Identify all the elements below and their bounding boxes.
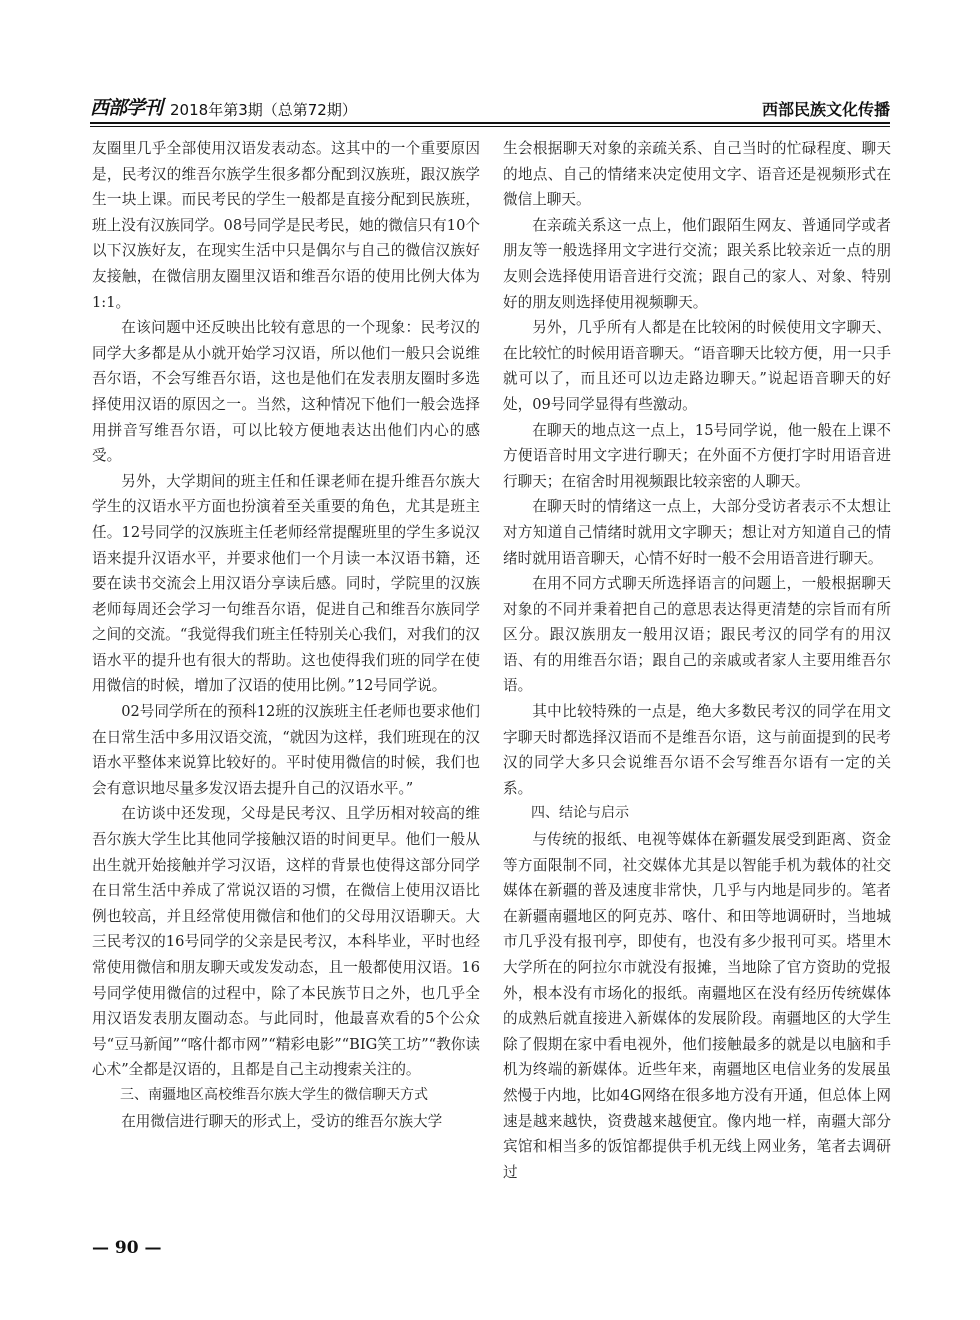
paragraph: 02号同学所在的预科12班的汉族班主任老师也要求他们在日常生活中多用汉语交流，“就因为这样，我们班现在的汉语水平整体来说算比较好的。平时使用微信的时候，我们也会有意识地尽量多发汉语去提升自己的汉语水平。” (92, 703, 480, 797)
header-rule-thin (90, 126, 890, 127)
paragraph: 生会根据聊天对象的亲疏关系、自己当时的忙碌程度、聊天的地点、自己的情绪来决定使用文字、语音还是视频形式在微信上聊天。 (503, 140, 891, 209)
paragraph: 在访谈中还发现，父母是民考汉、且学历相对较高的维吾尔族大学生比其他同学接触汉语的时间更早。他们一般从出生就开始接触并学习汉语，这样的背景也使得这部分同学在日常生活中养成了常说汉语的习惯，在微信上使用汉语比例也较高，并且经常使用微信和他们的父母用汉语聊天。大三民考汉的16号同学的父亲是民考汉，本科毕业，平时也经常使用微信和朋友聊天或发发动态，且一般都使用汉语。16号同学使用微信的过程中，除了本民族节日之外，也几乎全用汉语发表朋友圈动态。与此同时，他最喜欢看的5个公众号“豆马新闻”“喀什都市网”“精彩电影”“BIG笑工坊”“教你读心术”全都是汉语的，且都是自己主动搜索关注的。 (92, 805, 480, 1079)
journal-logo: 西部学刊 (90, 97, 163, 119)
paragraph: 在聊天时的情绪这一点上，大部分受访者表示不太想让对方知道自己情绪时就用文字聊天；想让对方知道自己的情绪时就用语音聊天，心情不好时一般不会用语音进行聊天。 (503, 498, 891, 567)
paragraph: 与传统的报纸、电视等媒体在新疆发展受到距离、资金等方面限制不同，社交媒体尤其是以智能手机为载体的社交媒体在新疆的普及速度非常快，几乎与内地是同步的。笔者在新疆南疆地区的阿克苏、喀什、和田等地调研时，当地城市几乎没有报刊亭，即使有，也没有多少报刊可买。塔里木大学所在的阿拉尔市就没有报摊，当地除了官方资助的党报外，根本没有市场化的报纸。南疆地区在没有经历传统媒体的成熟后就直接进入新媒体的发展阶段。南疆地区的大学生除了假期在家中看电视外，他们接触最多的就是以电脑和手机为终端的新媒体。近些年来，南疆地区电信业务的发展虽然慢于内地，比如4G网络在很多地方没有开通，但总体上网速是越来越快，资费越来越便宜。像内地一样，南疆大部分宾馆和相当多的饭馆都提供手机无线上网业务，笔者去调研过 (503, 831, 891, 1181)
paragraph: 在聊天的地点这一点上，15号同学说，他一般在上课不方便语音时用文字进行聊天；在外面不方便打字时用语音进行聊天；在宿舍时用视频跟比较亲密的人聊天。 (503, 421, 891, 490)
column-name: 西部民族文化传播 (761, 100, 890, 119)
left-column (92, 136, 480, 1134)
header-rule-thick (90, 122, 890, 124)
running-header (90, 90, 890, 120)
page-number: — 90 — (92, 1238, 162, 1258)
header-left (90, 93, 357, 120)
paragraph: 另外，几乎所有人都是在比较闲的时候使用文字聊天、在比较忙的时候用语音聊天。“语音聊天比较方便，用一只手就可以了，而且还可以边走路边聊天。”说起语音聊天的好处，09号同学显得有些激动。 (503, 319, 891, 413)
issue-info: 2018年第3期（总第72期） (170, 101, 357, 119)
paragraph: 友圈里几乎全部使用汉语发表动态。这其中的一个重要原因是，民考汉的维吾尔族学生很多都分配到汉族班，跟汉族学生一块上课。而民考民的学生一般都是直接分配到民族班，班上没有汉族同学。08号同学是民考民，她的微信只有10个以下汉族好友，在现实生活中只是偶尔与自己的微信汉族好友接触，在微信朋友圈里汉语和维吾尔语的使用比例大体为1:1。 (92, 140, 480, 311)
paragraph: 在亲疏关系这一点上，他们跟陌生网友、普通同学或者朋友等一般选择用文字进行交流；跟关系比较亲近一点的朋友则会选择使用语音进行交流；跟自己的家人、对象、特别好的朋友则选择使用视频聊天。 (503, 216, 891, 311)
paragraph: 另外，大学期间的班主任和任课老师在提升维吾尔族大学生的汉语水平方面也扮演着至关重要的角色，尤其是班主任。12号同学的汉族班主任老师经常提醒班里的学生多说汉语来提升汉语水平，并要求他们一个月读一本汉语书籍，还要在读书交流会上用汉语分享读后感。同时，学院里的汉族老师每周还会学习一句维吾尔语，促进自己和维吾尔族同学之间的交流。“我觉得我们班主任特别关心我们，对我们的汉语水平的提升也有很大的帮助。这也使得我们班的同学在使用微信的时候，增加了汉语的使用比例。”12号同学说。 (92, 472, 480, 695)
paragraph: 在该问题中还反映出比较有意思的一个现象：民考汉的同学大多都是从小就开始学习汉语，所以他们一般只会说维吾尔语，不会写维吾尔语，这也是他们在发表朋友圈时多选择使用汉语的原因之一。当然，这种情况下他们一般会选择用拼音写维吾尔语，可以比较方便地表达出他们内心的感受。 (92, 319, 480, 465)
section-heading: 三、南疆地区高校维吾尔族大学生的微信聊天方式 (120, 1086, 428, 1103)
right-column (503, 136, 891, 1185)
paragraph: 在用不同方式聊天所选择语言的问题上，一般根据聊天对象的不同并秉着把自己的意思表达得更清楚的宗旨而有所区分。跟汉族朋友一般用汉语；跟民考汉的同学有的用汉语、有的用维吾尔语；跟自己的亲戚或者家人主要用维吾尔语。 (503, 575, 891, 695)
paragraph: 其中比较特殊的一点是，绝大多数民考汉的同学在用文字聊天时都选择汉语而不是维吾尔语，这与前面提到的民考汉的同学大多只会说维吾尔语不会写维吾尔语有一定的关系。 (503, 703, 891, 797)
section-heading: 四、结论与启示 (531, 805, 629, 822)
paragraph: 在用微信进行聊天的形式上，受访的维吾尔族大学 (121, 1112, 443, 1130)
